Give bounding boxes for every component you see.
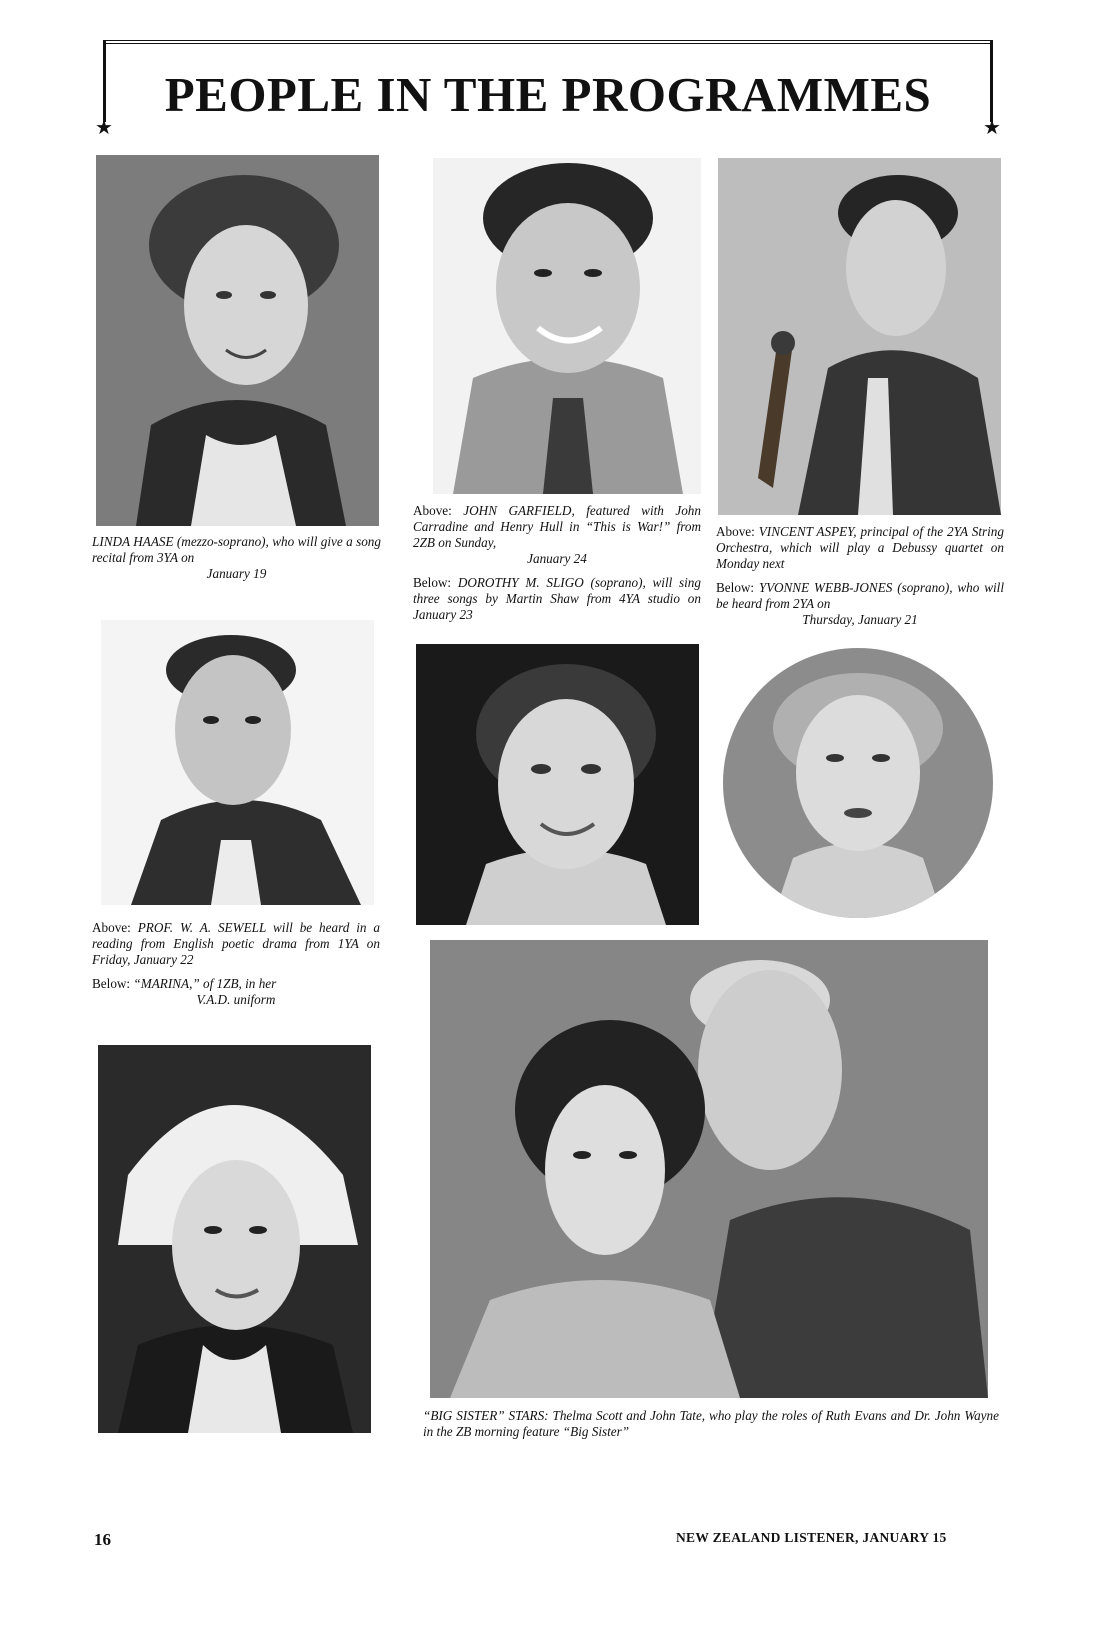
caption-text: “BIG SISTER” STARS: Thelma Scott and John Tate, who play the roles of Ruth Evans and Dr. John Wayne in the ZB morning feature “Big Sister” <box>423 1408 999 1439</box>
caption-marina <box>92 976 380 1008</box>
page-header <box>103 40 993 130</box>
caption-text: “MARINA,” of 1ZB, in her <box>133 976 277 991</box>
caption-text: DOROTHY M. SLIGO (soprano), will sing three songs by Martin Shaw from 4YA studio on January 23 <box>413 575 701 622</box>
caption-text: YVONNE WEBB-JONES (soprano), who will be heard from 2YA on <box>716 580 1004 611</box>
caption-text: PROF. W. A. SEWELL will be heard in a reading from English poetic drama from 1YA on Friday, January 22 <box>92 920 381 967</box>
caption-lead: Above: <box>92 920 138 935</box>
caption-lead: Below: <box>92 976 134 991</box>
photo-marina <box>98 1045 371 1433</box>
star-icon: ★ <box>95 117 113 139</box>
star-icon: ★ <box>983 117 1001 139</box>
photo-big-sister-stars <box>430 940 988 1398</box>
caption-linda-haase <box>92 534 381 582</box>
photo-dorothy-sligo <box>416 644 699 925</box>
photo-john-garfield <box>433 158 701 494</box>
caption-lead: Above: <box>716 524 759 539</box>
caption-date: January 24 <box>527 551 587 566</box>
caption-garfield-sligo <box>413 503 701 631</box>
caption-yvonne-webb-jones <box>716 580 1004 628</box>
caption-lead: Below: <box>413 575 458 590</box>
caption-john-garfield <box>413 503 701 567</box>
photo-yvonne-webb-jones <box>723 648 993 918</box>
caption-date: Thursday, January 21 <box>802 612 918 627</box>
caption-dorothy-sligo <box>413 575 701 623</box>
caption-lead: Below: <box>716 580 759 595</box>
photo-linda-haase <box>96 155 379 526</box>
header-rule <box>103 40 993 44</box>
photo-prof-sewell <box>101 620 374 905</box>
caption-text: LINDA HAASE (mezzo-soprano), who will give a song recital from 3YA on <box>92 534 381 565</box>
publication-line: NEW ZEALAND LISTENER, JANUARY 15 <box>676 1530 947 1545</box>
caption-prof-sewell <box>92 920 380 968</box>
caption-sewell-marina <box>92 920 380 1016</box>
caption-text: JOHN GARFIELD, featured with John Carradine and Henry Hull in “This is War!” from 2ZB on Sunday, <box>413 503 701 550</box>
caption-vincent-aspey <box>716 524 1004 572</box>
caption-text: VINCENT ASPEY, principal of the 2YA String Orchestra, which will play a Debussy quartet on Monday next <box>716 524 1004 571</box>
photo-vincent-aspey <box>718 158 1001 515</box>
caption-text-tail: V.A.D. uniform <box>196 992 276 1007</box>
page-title: PEOPLE IN THE PROGRAMMES <box>164 67 932 122</box>
caption-big-sister <box>423 1408 999 1440</box>
caption-date: January 19 <box>206 566 267 581</box>
caption-aspey-webb <box>716 524 1004 636</box>
page-number: 16 <box>94 1530 111 1549</box>
caption-lead: Above: <box>413 503 464 518</box>
